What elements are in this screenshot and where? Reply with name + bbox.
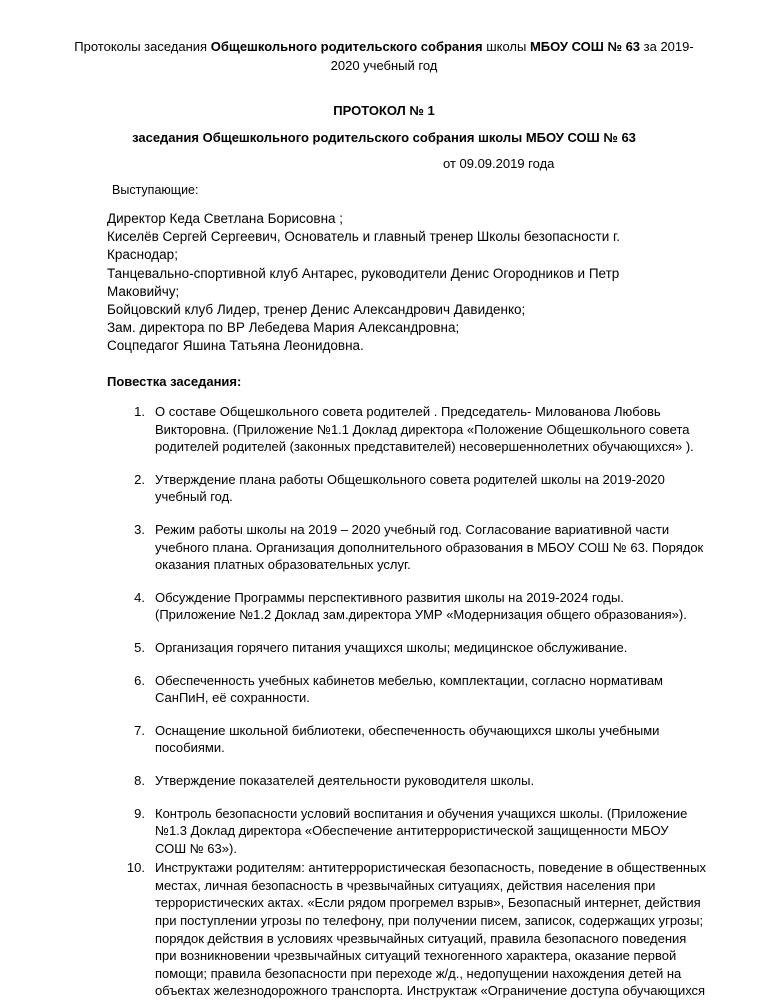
speaker-line: Соцпедагог Яшина Татьяна Леонидовна.: [107, 338, 364, 354]
agenda-item-line: порядок действия в условиях чрезвычайных ситуаций, правила безопасного поведения: [155, 930, 687, 946]
agenda-item-line: Викторовна. (Приложение №1.1 Доклад директора «Положение Общешкольного совета: [155, 421, 690, 437]
header-part-5: за 2019-: [640, 39, 694, 54]
agenda-item-line: при поступлении угрозы по телефону, при получении писем, записок, содержащих угрозы;: [155, 913, 704, 929]
agenda-item: [107, 403, 707, 456]
agenda-item-line: местах, личная безопасность в чрезвычайных ситуациях, действия населения при: [155, 877, 656, 893]
speaker-line: Маковийчу;: [107, 283, 180, 299]
speakers-list: [107, 210, 667, 356]
agenda-item: [107, 639, 707, 657]
agenda-item-line: учебного плана. Организация дополнительного образования в МБОУ СОШ № 63. Порядок: [155, 539, 704, 555]
document-header-line-1: [60, 38, 708, 56]
agenda-item-line: Обсуждение Программы перспективного развития школы на 2019-2024 годы.: [155, 589, 624, 605]
agenda-item-line: объектах железнодорожного транспорта. Инструктаж «Ограничение доступа обучающихся: [155, 983, 706, 999]
agenda-item-line: при возникновении чрезвычайных ситуаций техногенного характера, оказание первой: [155, 948, 677, 964]
agenda-item-number: 7.: [134, 722, 145, 738]
agenda-list: [107, 403, 707, 1002]
speakers-label: Выступающие:: [112, 183, 199, 197]
agenda-item-line: Режим работы школы на 2019 – 2020 учебный год. Согласование вариативной части: [155, 521, 670, 537]
agenda-item: [107, 859, 707, 1000]
protocol-date: от 09.09.2019 года: [443, 156, 555, 171]
agenda-item-number: 6.: [134, 672, 145, 688]
speaker-line: Зам. директора по ВР Лебедева Мария Александровна;: [107, 320, 460, 336]
agenda-item-line: террористических актах. «Если рядом прогремел взрыв», Безопасный интернет, действия: [155, 895, 701, 911]
agenda-item: [107, 672, 707, 707]
header-part-2: Общешкольного родительского собрания: [210, 39, 483, 54]
agenda-item-line: Организация горячего питания учащихся школы; медицинское обслуживание.: [155, 639, 628, 655]
agenda-item-line: О составе Общешкольного совета родителей . Председатель- Милованова Любовь: [155, 404, 661, 419]
agenda-item-line: Оснащение школьной библиотеки, обеспеченность обучающихся школы учебными: [155, 722, 660, 738]
speaker-line: Бойцовский клуб Лидер, тренер Денис Александрович Давиденко;: [107, 302, 526, 318]
agenda-item: [107, 722, 707, 757]
agenda-item: [107, 589, 707, 624]
agenda-title: Повестка заседания:: [107, 374, 242, 389]
agenda-item-line: Обеспеченность учебных кабинетов мебелью, комплектации, согласно нормативам: [155, 672, 663, 688]
speaker-line: Танцевально-спортивной клуб Антарес, руководители Денис Огородников и Петр: [107, 265, 620, 281]
agenda-item-line: Утверждение показателей деятельности руководителя школы.: [155, 772, 535, 788]
agenda-item-line: №1.3 Доклад директора «Обеспечение антитеррористической защищенности МБОУ: [155, 823, 669, 839]
speaker-line: Директор Кеда Светлана Борисовна ;: [107, 211, 344, 226]
agenda-item-number: 10.: [126, 860, 145, 876]
header-part-3: школы: [482, 39, 530, 54]
agenda-item-line: оказания платных образовательных услуг.: [155, 557, 411, 573]
agenda-item-number: 1.: [134, 404, 145, 419]
agenda-item-line: Контроль безопасности условий воспитания и обучения учащихся школы. (Приложение: [155, 805, 688, 821]
agenda-item-line: (Приложение №1.2 Доклад зам.директора УМР «Модернизация общего образования»).: [155, 607, 687, 623]
agenda-item-number: 3.: [134, 521, 145, 537]
agenda-item-line: Утверждение плана работы Общешкольного совета родителей школы на 2019-2020: [155, 471, 665, 487]
header-part-4: МБОУ СОШ № 63: [529, 39, 641, 54]
agenda-item-number: 8.: [134, 772, 145, 788]
agenda-item: [107, 471, 707, 506]
protocol-subtitle: заседания Общешкольного родительского собрания школы МБОУ СОШ № 63: [132, 130, 636, 145]
agenda-item: [107, 805, 707, 858]
speaker-line: Краснодар;: [107, 247, 178, 263]
agenda-item: [107, 521, 707, 574]
speaker-line: Киселёв Сергей Сергеевич, Основатель и главный тренер Школы безопасности г.: [107, 229, 621, 245]
agenda-item-line: помощи; правила безопасности при переходе ж/д., недопущении нахождения детей на: [155, 965, 682, 981]
agenda-item-number: 9.: [134, 805, 145, 821]
agenda-item-number: 5.: [134, 639, 145, 655]
document-header-line-2: 2020 учебный год: [330, 58, 438, 73]
agenda-item-line: пособиями.: [155, 740, 225, 756]
agenda-item-line: учебный год.: [155, 489, 233, 505]
agenda-item-line: СанПиН, её сохранности.: [155, 690, 310, 706]
agenda-item: [107, 772, 707, 790]
protocol-title: ПРОТОКОЛ № 1: [333, 103, 435, 118]
header-part-1: Протоколы заседания: [74, 39, 211, 54]
agenda-item-number: 4.: [134, 589, 145, 605]
agenda-item-line: родителей родителей (законных представителей) несовершеннолетних обучающихся» ).: [155, 439, 694, 455]
agenda-item-number: 2.: [134, 471, 145, 487]
agenda-item-line: Инструктажи родителям: антитеррористическая безопасность, поведение в общественных: [155, 860, 706, 876]
agenda-item-line: СОШ № 63»).: [155, 840, 237, 856]
